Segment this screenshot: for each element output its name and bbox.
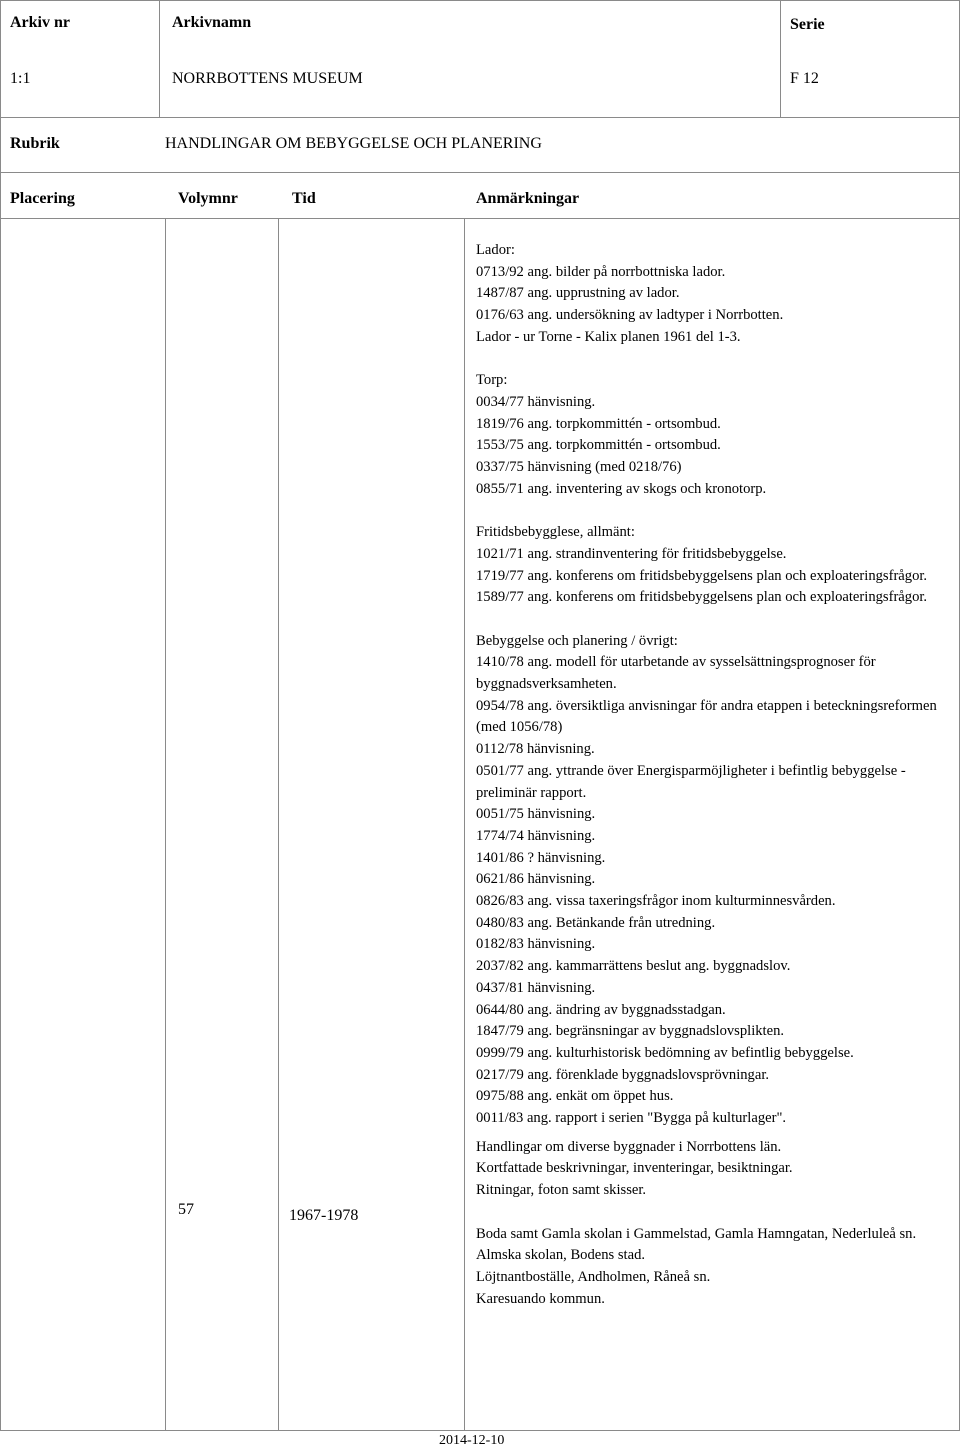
note-line: 0437/81 hänvisning. bbox=[476, 979, 596, 996]
arkivnr-divider bbox=[159, 0, 160, 117]
note-line: Boda samt Gamla skolan i Gammelstad, Gamla Hamngatan, Nederluleå sn. bbox=[476, 1225, 917, 1242]
anmarkningar-notes bbox=[476, 240, 946, 1332]
note-line: Torp: bbox=[476, 372, 508, 389]
note-line: 0954/78 ang. översiktliga anvisningar för andra etappen i beteckningsreformen (med 1056/78) bbox=[476, 697, 937, 736]
note-line: 1819/76 ang. torpkommittén - ortsombud. bbox=[476, 415, 721, 432]
note-line: 0182/83 hänvisning. bbox=[476, 936, 596, 953]
note-line: 0975/88 ang. enkät om öppet hus. bbox=[476, 1088, 674, 1105]
notes-section-fritidsbebyggelse bbox=[476, 522, 946, 609]
note-line: 0644/80 ang. ändring av byggnadsstadgan. bbox=[476, 1001, 726, 1018]
note-line: 0999/79 ang. kulturhistorisk bedömning av befintlig bebyggelse. bbox=[476, 1044, 854, 1061]
notes-section-byggnader-lista bbox=[476, 1224, 946, 1311]
notes-section-bebyggelse-ovrigt bbox=[476, 631, 946, 1130]
note-line: Bebyggelse och planering / övrigt: bbox=[476, 632, 678, 649]
note-line: Karesuando kommun. bbox=[476, 1290, 605, 1307]
notes-section-diverse-byggnader bbox=[476, 1137, 946, 1202]
note-line: 2037/82 ang. kammarrättens beslut ang. byggnadslov. bbox=[476, 958, 791, 975]
arkivnamn-value: NORRBOTTENS MUSEUM bbox=[172, 70, 363, 87]
note-line: Almska skolan, Bodens stad. bbox=[476, 1247, 646, 1264]
note-line: 0713/92 ang. bilder på norrbottniska lador. bbox=[476, 263, 726, 280]
note-line: 0621/86 hänvisning. bbox=[476, 871, 596, 888]
tid-divider bbox=[464, 218, 465, 1430]
note-line: 0034/77 hänvisning. bbox=[476, 393, 596, 410]
note-line: 1401/86 ? hänvisning. bbox=[476, 849, 606, 866]
volymnr-divider bbox=[278, 218, 279, 1430]
note-line: 1021/71 ang. strandinventering för fritidsbebyggelse. bbox=[476, 545, 787, 562]
serie-value: F 12 bbox=[790, 70, 819, 87]
note-line: 1847/79 ang. begränsningar av byggnadslovsplikten. bbox=[476, 1023, 785, 1040]
column-header-tid: Tid bbox=[292, 190, 316, 207]
footer-date: 2014-12-10 bbox=[439, 1433, 505, 1448]
arkivnr-value: 1:1 bbox=[10, 70, 31, 87]
note-line: 0112/78 hänvisning. bbox=[476, 741, 595, 758]
note-line: 0176/63 ang. undersökning av ladtyper i Norrbotten. bbox=[476, 307, 784, 324]
placering-divider bbox=[165, 218, 166, 1430]
note-line: 1487/87 ang. upprustning av lador. bbox=[476, 285, 680, 302]
column-header-anmarkningar: Anmärkningar bbox=[476, 190, 580, 207]
rubrik-value: HANDLINGAR OM BEBYGGELSE OCH PLANERING bbox=[165, 135, 542, 152]
arkivnr-label: Arkiv nr bbox=[10, 14, 70, 31]
serie-label: Serie bbox=[790, 16, 825, 33]
arkivnamn-label: Arkivnamn bbox=[172, 14, 252, 31]
note-line: 0480/83 ang. Betänkande från utredning. bbox=[476, 914, 716, 931]
note-line: 1553/75 ang. torpkommittén - ortsombud. bbox=[476, 437, 721, 454]
note-line: 0011/83 ang. rapport i serien "Bygga på kulturlager". bbox=[476, 1110, 787, 1127]
note-line: Handlingar om diverse byggnader i Norrbottens län. bbox=[476, 1138, 782, 1155]
note-line: 1410/78 ang. modell för utarbetande av sysselsättningsprognoser för byggnadsverksamheten. bbox=[476, 654, 876, 693]
note-line: Lador: bbox=[476, 242, 515, 258]
note-line: 0337/75 hänvisning (med 0218/76) bbox=[476, 459, 682, 476]
column-header-volymnr: Volymnr bbox=[178, 190, 238, 207]
header-row-divider bbox=[0, 117, 960, 118]
notes-section-torp bbox=[476, 370, 946, 500]
note-line: 0826/83 ang. vissa taxeringsfrågor inom kulturminnesvården. bbox=[476, 893, 836, 910]
note-line: 0051/75 hänvisning. bbox=[476, 806, 596, 823]
volymnr-value: 57 bbox=[178, 1201, 194, 1218]
note-line: 1774/74 hänvisning. bbox=[476, 827, 596, 844]
table-border-top bbox=[0, 0, 960, 1]
note-line: Lador - ur Torne - Kalix planen 1961 del 1-3. bbox=[476, 328, 741, 345]
notes-section-lador bbox=[476, 240, 946, 349]
rubrik-label: Rubrik bbox=[10, 135, 60, 152]
note-line: Ritningar, foton samt skisser. bbox=[476, 1182, 647, 1199]
note-line: Fritidsbebygglese, allmänt: bbox=[476, 524, 635, 541]
note-line: Kortfattade beskrivningar, inventeringar, besiktningar. bbox=[476, 1160, 793, 1177]
note-line: 1719/77 ang. konferens om fritidsbebyggelsens plan och exploateringsfrågor. bbox=[476, 567, 928, 584]
serie-divider bbox=[780, 0, 781, 117]
tid-value: 1967-1978 bbox=[289, 1207, 359, 1224]
column-header-placering: Placering bbox=[10, 190, 75, 207]
table-border-bottom bbox=[0, 1430, 960, 1431]
column-header-divider bbox=[0, 218, 960, 219]
note-line: 0501/77 ang. yttrande över Energisparmöjligheter i befintlig bebyggelse - preliminär rapport. bbox=[476, 762, 906, 801]
note-line: 0855/71 ang. inventering av skogs och kronotorp. bbox=[476, 480, 767, 497]
note-line: 0217/79 ang. förenklade byggnadslovsprövningar. bbox=[476, 1066, 770, 1083]
rubrik-row-divider bbox=[0, 172, 960, 173]
table-border-left bbox=[0, 0, 1, 1430]
note-line: Löjtnantboställe, Andholmen, Råneå sn. bbox=[476, 1268, 711, 1285]
note-line: 1589/77 ang. konferens om fritidsbebyggelsens plan och exploateringsfrågor. bbox=[476, 589, 928, 606]
